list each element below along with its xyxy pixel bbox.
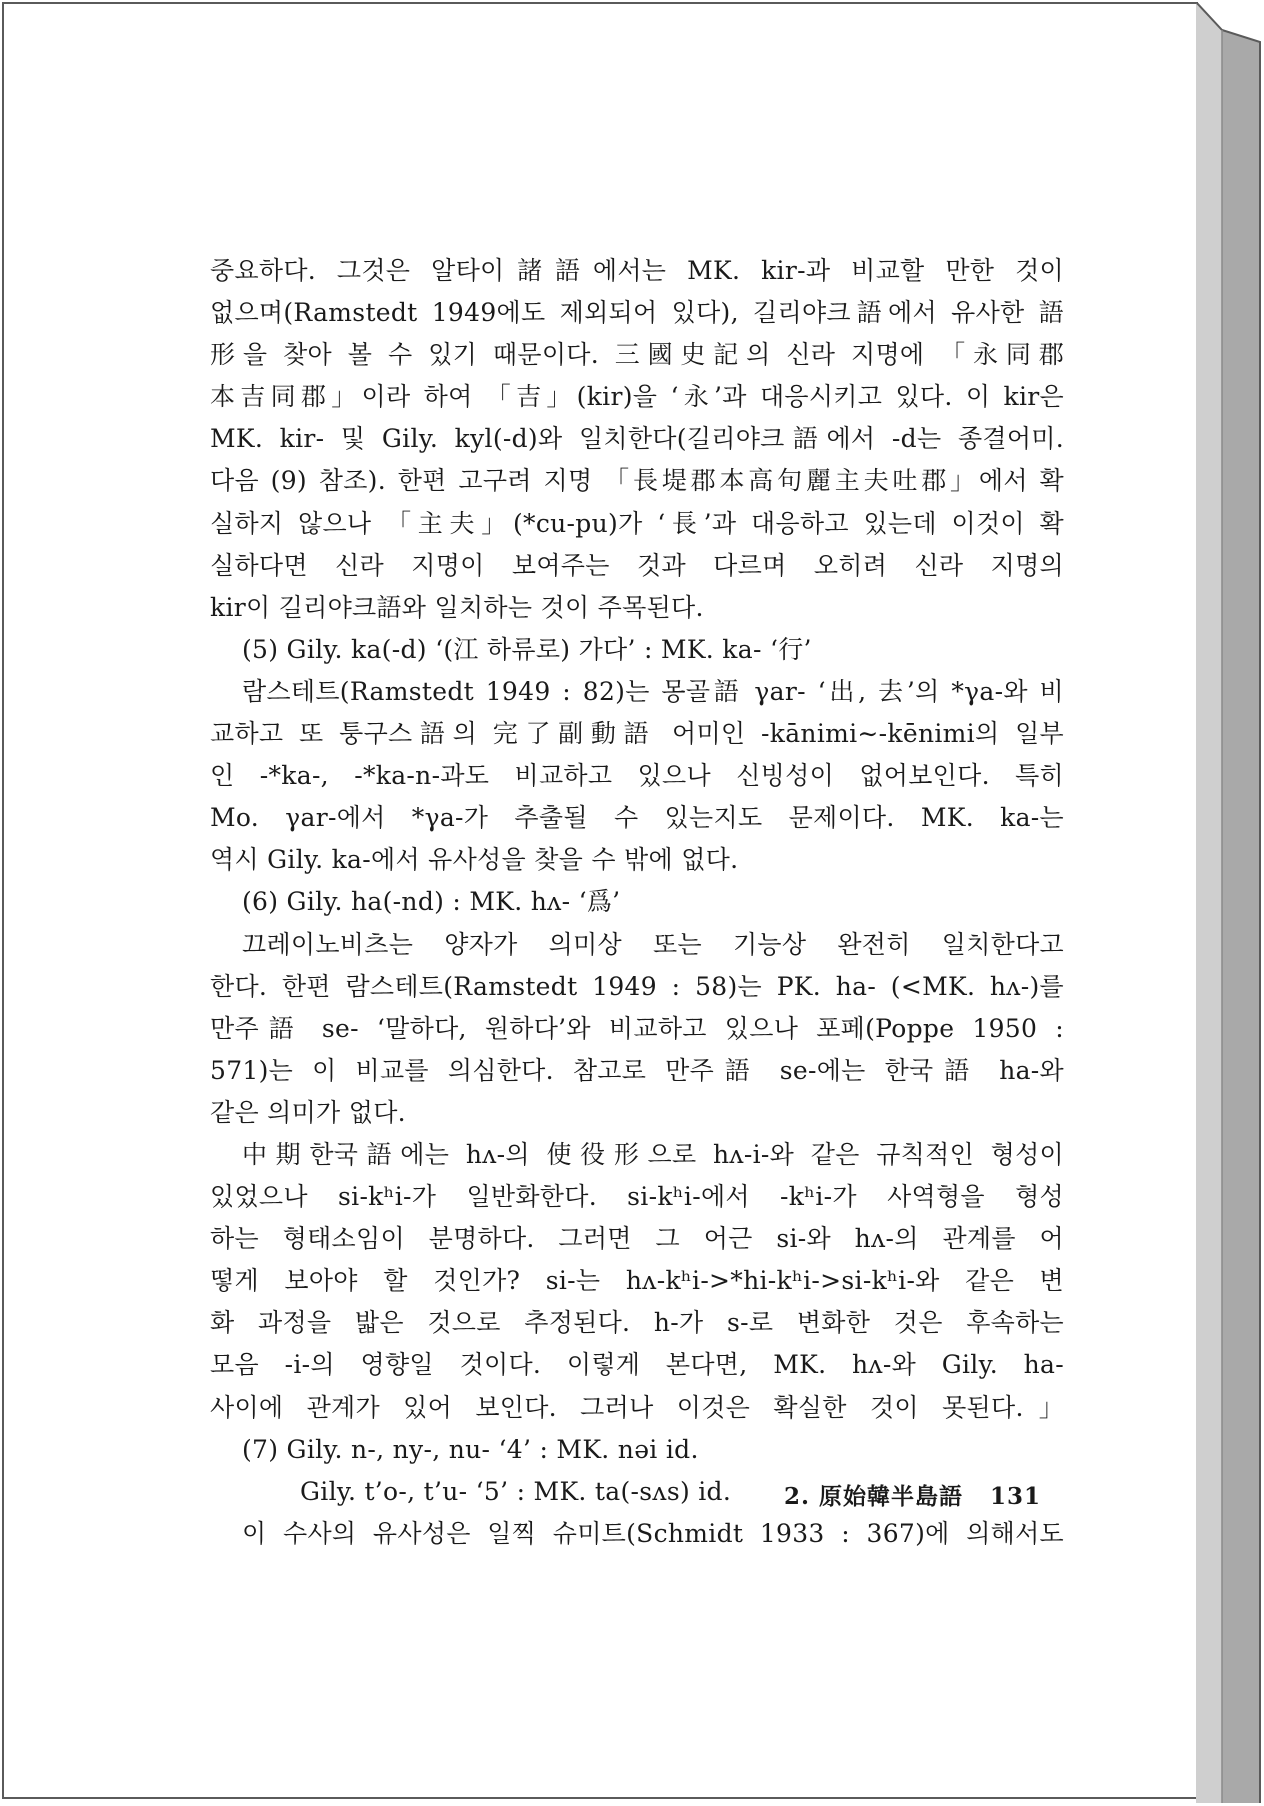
body-text (210, 250, 1064, 1555)
text-line: 실하지 않으나 「主夫」(*cu-pu)가 ‘長’과 대응하고 있는데 이것이 확 (210, 508, 1064, 538)
chapter-title: 2. 原始韓半島語 (784, 1483, 964, 1510)
text-line: 한다. 한편 람스테트(Ramstedt 1949 : 58)는 PK. ha- (<MK. hʌ-)를 (210, 971, 1064, 1001)
example-heading: (6) Gily. ha(-nd) : MK. hʌ- ‘爲’ (242, 887, 621, 917)
running-footer (784, 1478, 1084, 1511)
text-line: 中期한국語에는 hʌ-의 使役形으로 hʌ-i-와 같은 규칙적인 형성이 (242, 1139, 1064, 1169)
text-line: Mo. γar-에서 *γa-가 추출될 수 있는지도 문제이다. MK. ka-는 (210, 803, 1064, 833)
example-heading: (7) Gily. n-, ny-, nu- ‘4’ : MK. nəi id. (242, 1434, 699, 1464)
text-line: 形을 찾아 볼 수 있기 때문이다. 三國史記의 신라 지명에 「永同郡 (210, 340, 1064, 370)
text-line: 사이에 관계가 있어 보인다. 그러나 이것은 확실한 것이 못된다.」 (210, 1392, 1064, 1422)
text-line: 역시 Gily. ka-에서 유사성을 찾을 수 밖에 없다. (210, 845, 739, 875)
text-line: 끄레이노비츠는 양자가 의미상 또는 기능상 완전히 일치한다고 (242, 929, 1064, 959)
example-heading: Gily. t’o-, t’u- ‘5’ : MK. ta(-sʌs) id. (300, 1476, 732, 1506)
book-page (2, 2, 1198, 1799)
text-line: 교하고 또 퉁구스語의 完了副動語 어미인 -kānimi∼-kēnimi의 일부 (210, 719, 1064, 749)
text-line: 실하다면 신라 지명이 보여주는 것과 다르며 오히려 신라 지명의 (210, 550, 1064, 580)
text-line: 람스테트(Ramstedt 1949 : 82)는 몽골語 γar- ‘出, 去’의 *γa-와 비 (242, 676, 1064, 706)
text-line: 같은 의미가 없다. (210, 1097, 406, 1127)
text-line: 571)는 이 비교를 의심한다. 참고로 만주語 se-에는 한국語 ha-와 (210, 1055, 1064, 1085)
example-heading: (5) Gily. ka(-d) ‘(江 하류로) 가다’ : MK. ka- ‘行’ (242, 634, 812, 664)
text-line: MK. kir- 및 Gily. kyl(-d)와 일치한다(길리야크語에서 -d는 종결어미. (210, 424, 1064, 454)
text-line: 화 과정을 밟은 것으로 추정된다. h-가 s-로 변화한 것은 후속하는 (210, 1308, 1064, 1338)
text-line: 있었으나 si-kʰi-가 일반화한다. si-kʰi-에서 -kʰi-가 사역형을 형성 (210, 1182, 1064, 1212)
text-line: 중요하다. 그것은 알타이諸語에서는 MK. kir-과 비교할 만한 것이 (210, 256, 1064, 285)
text-line: 이 수사의 유사성은 일찍 슈미트(Schmidt 1933 : 367)에 의해서도 (242, 1518, 1064, 1548)
page-number: 131 (990, 1483, 1042, 1510)
text-line: 다음 (9) 참조). 한편 고구려 지명 「長堤郡本高句麗主夫吐郡」에서 확 (210, 466, 1064, 496)
text-line: 모음 -i-의 영향일 것이다. 이렇게 본다면, MK. hʌ-와 Gily. ha- (210, 1350, 1064, 1380)
text-line: 없으며(Ramstedt 1949에도 제외되어 있다), 길리야크語에서 유사한 語 (210, 298, 1064, 328)
text-line: 本吉同郡」이라 하여 「吉」(kir)을 ‘永’과 대응시키고 있다. 이 kir은 (210, 382, 1064, 412)
text-line: 만주語 se- ‘말하다, 원하다’와 비교하고 있으나 포페(Poppe 1950 : (210, 1013, 1064, 1043)
text-line: 하는 형태소임이 분명하다. 그러면 그 어근 si-와 hʌ-의 관계를 어 (210, 1224, 1064, 1254)
text-line: kir이 길리야크語와 일치하는 것이 주목된다. (210, 592, 704, 622)
text-line: 떻게 보아야 할 것인가? si-는 hʌ-kʰi->*hi-kʰi->si-kʰi-와 같은 변 (210, 1266, 1064, 1296)
page-stack-edge (1196, 2, 1262, 1803)
text-line: 인 -*ka-, -*ka-n-과도 비교하고 있으나 신빙성이 없어보인다. 특히 (210, 761, 1064, 791)
